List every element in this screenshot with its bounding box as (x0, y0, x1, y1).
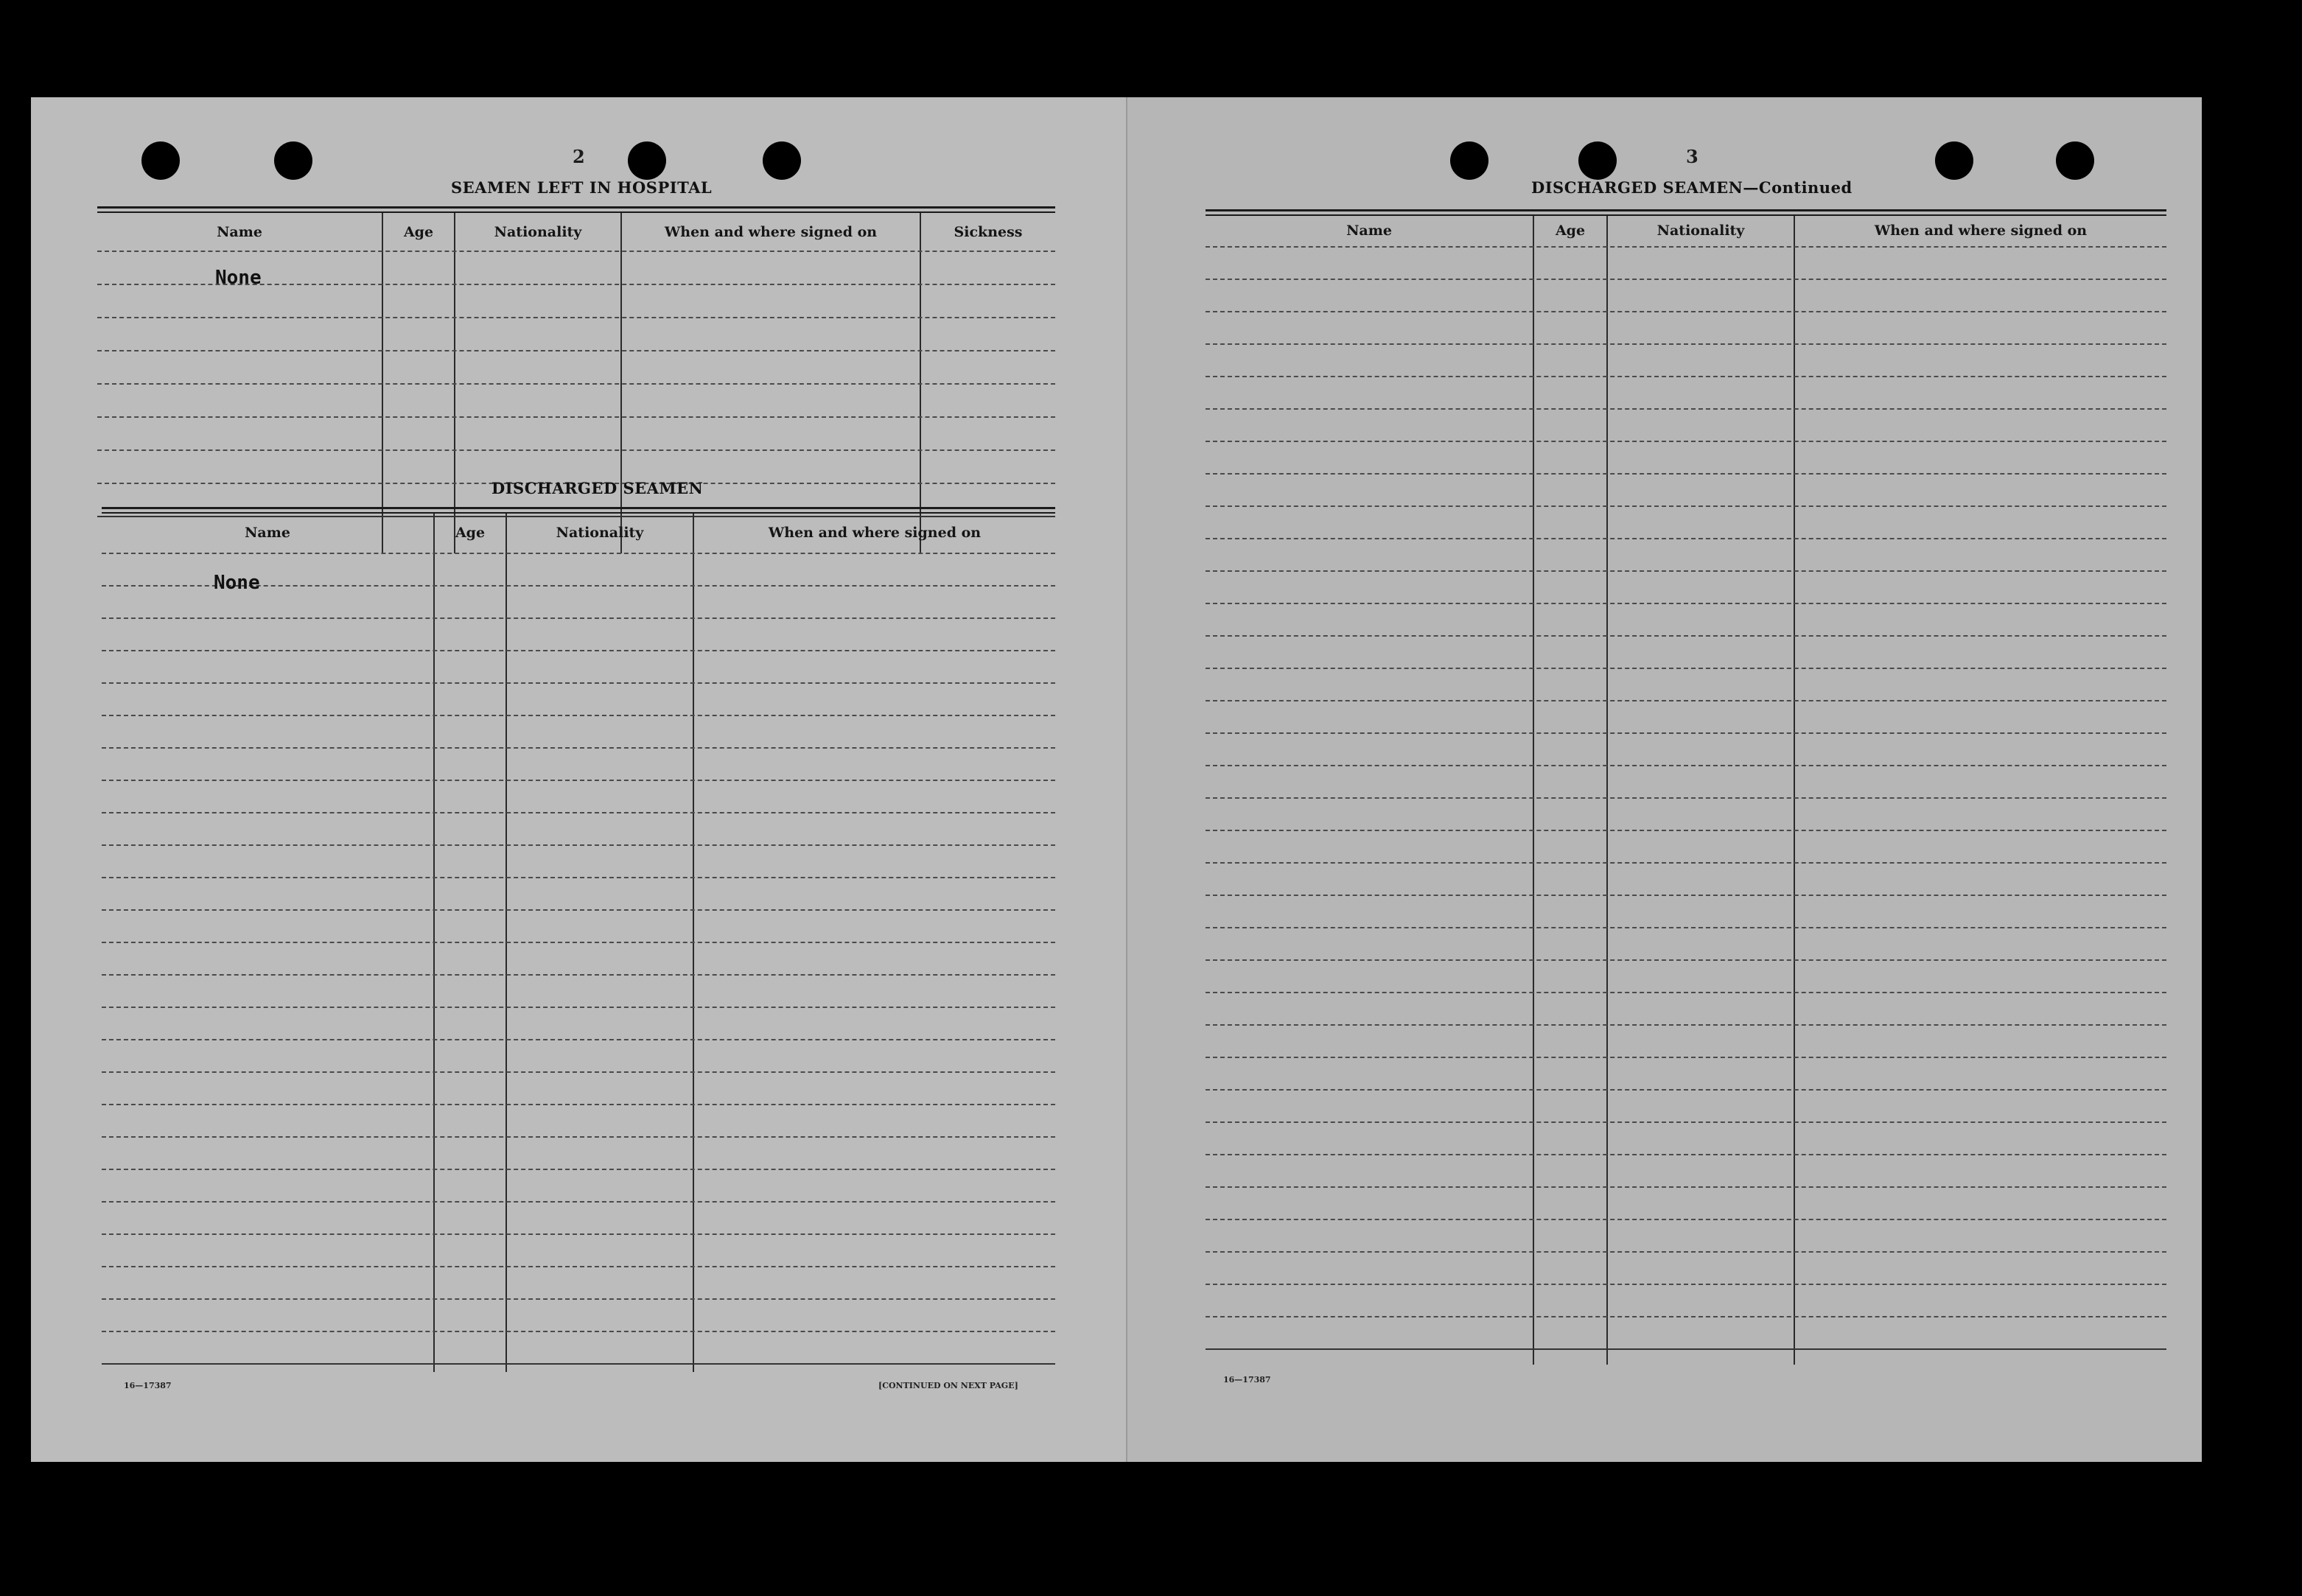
ruled-line (1206, 1121, 2166, 1123)
discharged-continued-table (1206, 209, 2166, 1365)
page-number: 2 (573, 146, 585, 167)
ruled-line (1206, 732, 2166, 734)
table-rule (97, 206, 1055, 209)
ruled-line (97, 251, 1055, 252)
column-header-age: Age (1555, 223, 1586, 239)
discharged-entry: None (214, 572, 260, 594)
table-rule (102, 512, 1055, 514)
right-page (1127, 97, 2202, 1462)
ruled-line (1206, 797, 2166, 799)
ruled-line (102, 909, 1055, 911)
column-header-name: Name (217, 224, 262, 240)
ruled-line (1206, 959, 2166, 961)
ruled-line (1206, 1057, 2166, 1058)
ruled-line (1206, 246, 2166, 248)
table-rule (1206, 214, 2166, 216)
column-header-signed-on: When and where signed on (768, 525, 982, 541)
ruled-line (1206, 473, 2166, 475)
ruled-line (1206, 505, 2166, 507)
ruled-line (1206, 1186, 2166, 1188)
ruled-line (97, 350, 1055, 351)
ruled-line (1206, 895, 2166, 896)
ruled-line (102, 1071, 1055, 1073)
ruled-line (1206, 668, 2166, 669)
ruled-line (97, 383, 1055, 385)
table-rule (1206, 209, 2166, 211)
punch-hole (1935, 141, 1973, 180)
ruled-line (1206, 862, 2166, 864)
section-title-discharged: DISCHARGED SEAMEN (491, 479, 704, 497)
ruled-line (102, 1039, 1055, 1040)
ruled-line (102, 877, 1055, 878)
section-title-discharged-continued: DISCHARGED SEAMEN—Continued (1531, 178, 1853, 197)
ruled-line (102, 1104, 1055, 1105)
ruled-line (1206, 408, 2166, 410)
ruled-line (102, 1201, 1055, 1203)
column-header-age: Age (455, 525, 486, 541)
column-header-signed-on: When and where signed on (1874, 223, 2088, 239)
ruled-line (1206, 700, 2166, 701)
ruled-line (1206, 376, 2166, 377)
ruled-line (1206, 1251, 2166, 1253)
punch-hole (274, 141, 312, 180)
column-divider (1794, 216, 1795, 1365)
form-number: 16—17387 (1223, 1375, 1271, 1385)
ruled-line (97, 317, 1055, 318)
ruled-line (1206, 570, 2166, 572)
ruled-line (102, 974, 1055, 976)
ruled-line (102, 1136, 1055, 1138)
table-rule (102, 507, 1055, 509)
punch-hole (1450, 141, 1488, 180)
ruled-line (102, 1298, 1055, 1300)
ruled-line (1206, 927, 2166, 928)
punch-hole (763, 141, 801, 180)
ruled-line (1206, 1348, 2166, 1350)
ruled-line (1206, 279, 2166, 280)
ruled-line (102, 650, 1055, 651)
hospital-table (97, 206, 1055, 553)
continued-note: [CONTINUED ON NEXT PAGE] (878, 1381, 1018, 1390)
ruled-line (102, 553, 1055, 554)
ruled-line (102, 1169, 1055, 1170)
ruled-line (1206, 603, 2166, 604)
ruled-line (1206, 1089, 2166, 1091)
ruled-line (102, 1266, 1055, 1267)
column-divider (1606, 216, 1608, 1365)
ruled-line (1206, 1316, 2166, 1317)
ruled-line (97, 416, 1055, 418)
ruled-line (102, 1233, 1055, 1235)
ruled-line (102, 682, 1055, 684)
ruled-line (1206, 992, 2166, 993)
ruled-line (1206, 1024, 2166, 1026)
ruled-line (102, 844, 1055, 846)
punch-hole (1578, 141, 1617, 180)
section-title-hospital: SEAMEN LEFT IN HOSPITAL (451, 178, 713, 197)
punch-hole (141, 141, 180, 180)
ruled-line (1206, 1219, 2166, 1220)
column-header-age: Age (403, 224, 434, 240)
ruled-line (1206, 765, 2166, 766)
table-rule (97, 211, 1055, 213)
discharged-table (102, 507, 1055, 1372)
ruled-line (1206, 830, 2166, 831)
ruled-line (1206, 441, 2166, 442)
ruled-line (1206, 1154, 2166, 1155)
ruled-line (1206, 635, 2166, 637)
form-number: 16—17387 (124, 1381, 172, 1390)
ruled-line (102, 715, 1055, 716)
column-header-name: Name (245, 525, 290, 541)
left-page (31, 97, 1127, 1462)
punch-hole (628, 141, 666, 180)
ruled-line (1206, 311, 2166, 312)
ruled-line (102, 747, 1055, 749)
hospital-entry: None (215, 267, 262, 289)
ruled-line (102, 617, 1055, 619)
column-header-nationality: Nationality (1656, 223, 1745, 239)
column-header-signed-on: When and where signed on (664, 224, 878, 240)
column-header-nationality: Nationality (556, 525, 644, 541)
column-header-name: Name (1346, 223, 1392, 239)
page-number: 3 (1686, 146, 1698, 167)
ruled-line (102, 1331, 1055, 1332)
ruled-line (97, 449, 1055, 451)
ruled-line (102, 812, 1055, 813)
ruled-line (102, 1363, 1055, 1365)
ruled-line (1206, 343, 2166, 345)
ruled-line (102, 942, 1055, 943)
punch-hole (2056, 141, 2094, 180)
ruled-line (102, 1007, 1055, 1008)
column-header-nationality: Nationality (494, 224, 582, 240)
ruled-line (102, 780, 1055, 781)
column-divider (1533, 216, 1534, 1365)
ruled-line (1206, 1284, 2166, 1285)
ruled-line (1206, 538, 2166, 539)
column-header-sickness: Sickness (954, 224, 1023, 240)
